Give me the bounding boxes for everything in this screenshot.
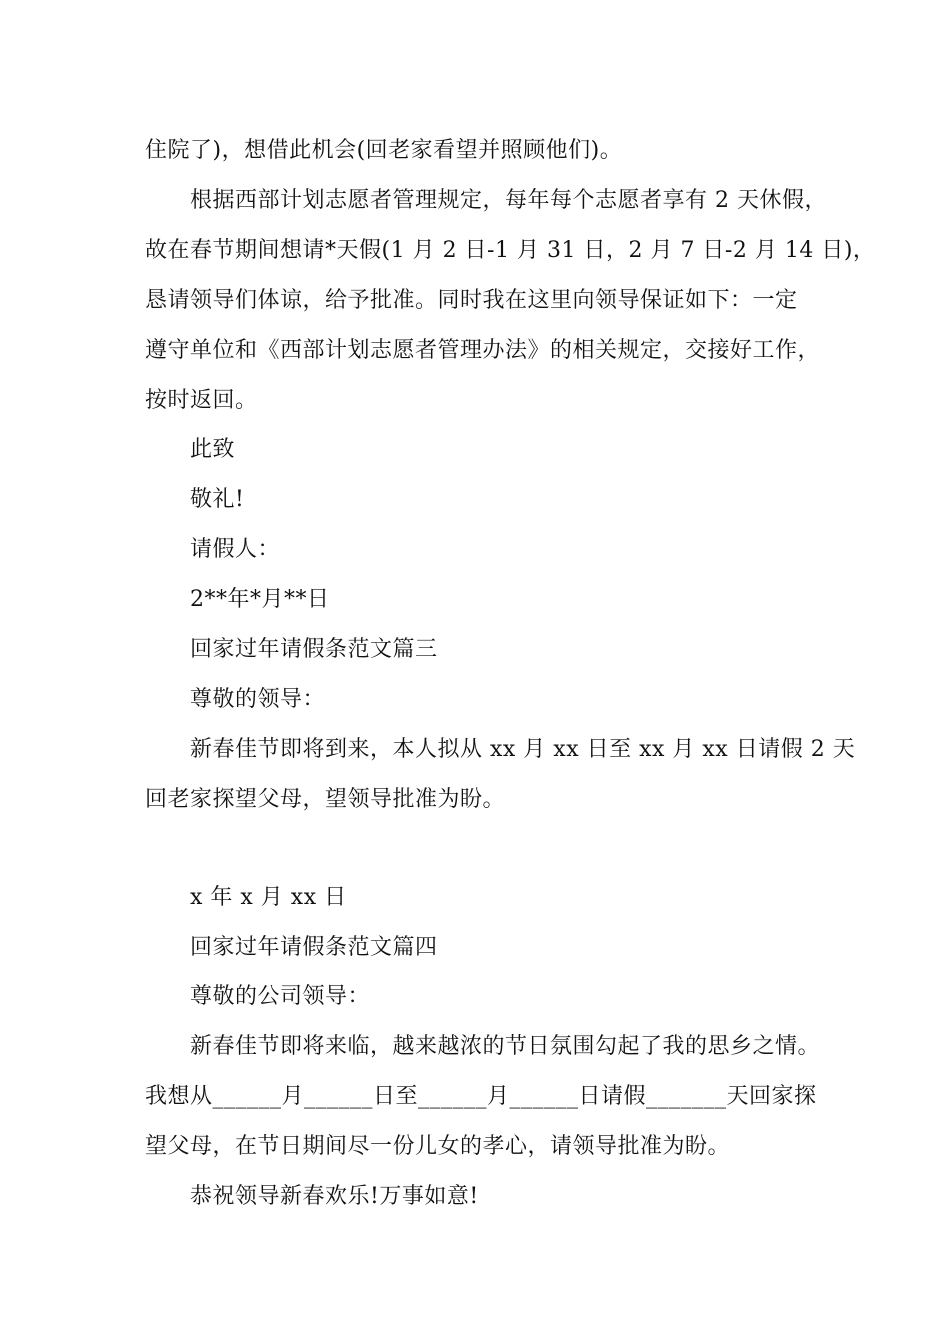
date-line: 2**年*月**日	[190, 587, 330, 612]
text-line: 我想从______月______日至______月______日请假_______天回家探	[145, 1084, 817, 1109]
text-line: 恳请领导们体谅，给予批准。同时我在这里向领导保证如下：一定	[145, 288, 798, 313]
applicant-label: 请假人：	[190, 537, 281, 562]
greeting: 尊敬的领导：	[190, 687, 326, 712]
text-line: 根据西部计划志愿者管理规定，每年每个志愿者享有 2 天休假，	[190, 188, 827, 213]
text-line: 遵守单位和《西部计划志愿者管理办法》的相关规定，交接好工作，	[145, 338, 821, 363]
date-line: x 年 x 月 xx 日	[190, 885, 347, 910]
text-line: 按时返回。	[145, 388, 258, 413]
greeting: 尊敬的公司领导：	[190, 984, 371, 1009]
text-line: 新春佳节即将来临，越来越浓的节日氛围勾起了我的思乡之情。	[190, 1034, 821, 1059]
closing-salutation: 此致	[190, 437, 236, 462]
text-line: 新春佳节即将到来，本人拟从 xx 月 xx 日至 xx 月 xx 日请假 2 天	[190, 737, 856, 762]
text-line: 望父母，在节日期间尽一份儿女的孝心，请领导批准为盼。	[145, 1134, 731, 1159]
section-heading: 回家过年请假条范文篇三	[190, 637, 438, 662]
text-line: 住院了)，想借此机会(回老家看望并照顾他们)。	[145, 138, 623, 163]
closing-wishes: 恭祝领导新春欢乐!万事如意!	[190, 1184, 479, 1209]
text-line: 故在春节期间想请*天假(1 月 2 日-1 月 31 日，2 月 7 日-2 月 14 日)，	[145, 238, 876, 263]
text-line: 回老家探望父母，望领导批准为盼。	[145, 787, 506, 812]
section-heading: 回家过年请假条范文篇四	[190, 935, 438, 960]
closing-regards: 敬礼!	[190, 487, 245, 512]
